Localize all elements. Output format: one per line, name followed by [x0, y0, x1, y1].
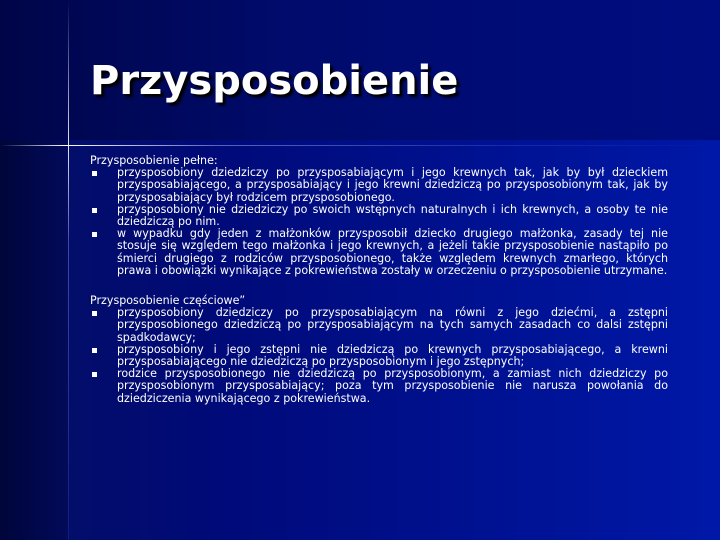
list-item [90, 307, 668, 344]
horizontal-divider-line [0, 145, 720, 146]
square-bullet-icon [92, 372, 97, 377]
square-bullet-icon [92, 311, 97, 316]
list-item-text: w wypadku gdy jeden z małżonków przysposobił dziecko drugiego małżonka, zasady tej nie stosuje się względem tego małżonka i jego krewnych, a jeżeli takie przysposobienie nastąpiło po śmierci drugiego z rodziców przysposobionego, także względem krewnych zmarłego, których prawa i obowiązki wynikające z pokrewieństwa zostały w orzeczeniu o przysposobienie utrzymane. [117, 227, 668, 277]
list-item-text: przysposobiony nie dziedziczy po swoich wstępnych naturalnych i ich krewnych, a osoby te nie dziedziczą po nim. [117, 202, 668, 229]
list-item-text: przysposobiony dziedziczy po przysposabiającym na równi z jego dziećmi, a zstępni przysposobionego dziedziczą po przysposabiającym na tych samych zasadach co dalsi zstępni spadkodawcy; [117, 306, 668, 344]
square-bullet-icon [92, 232, 97, 237]
bullet-list [90, 167, 668, 277]
section-label: Przysposobienie pełne: [90, 154, 218, 167]
list-item-text: przysposobiony dziedziczy po przysposabiającym i jego krewnych tak, jak by był dzieckiem przysposabiającego, a przysposabiający i jego krewni dziedziczą po przysposobionym tak, jak by przysposabiający był rodzicem przysposobionego. [117, 166, 668, 204]
slide-title: Przysposobienie [90, 58, 459, 104]
list-item [90, 204, 668, 228]
list-item [90, 368, 668, 405]
square-bullet-icon [92, 208, 97, 213]
list-item [90, 228, 668, 277]
list-item [90, 167, 668, 204]
vertical-divider-line [68, 0, 69, 540]
bullet-list [90, 307, 668, 405]
section-full-adoption [90, 155, 668, 277]
square-bullet-icon [92, 171, 97, 176]
list-item-text: przysposobiony i jego zstępni nie dziedziczą po krewnych przysposabiającego, a krewni przysposabiającego nie dziedziczą po przysposobionym i jego zstępnych; [117, 342, 668, 369]
list-item [90, 344, 668, 368]
section-label: Przysposobienie częściowe” [90, 294, 246, 308]
slide-body [90, 155, 668, 423]
list-item-text: rodzice przysposobionego nie dziedziczą po przysposobionym, a zamiast nich dziedziczy po przysposobionym przysposabiający; poza tym przysposobienie nie narusza powołania do dziedziczenia wynikającego z pokrewieństwa. [117, 367, 668, 405]
section-partial-adoption [90, 295, 668, 405]
square-bullet-icon [92, 348, 97, 353]
